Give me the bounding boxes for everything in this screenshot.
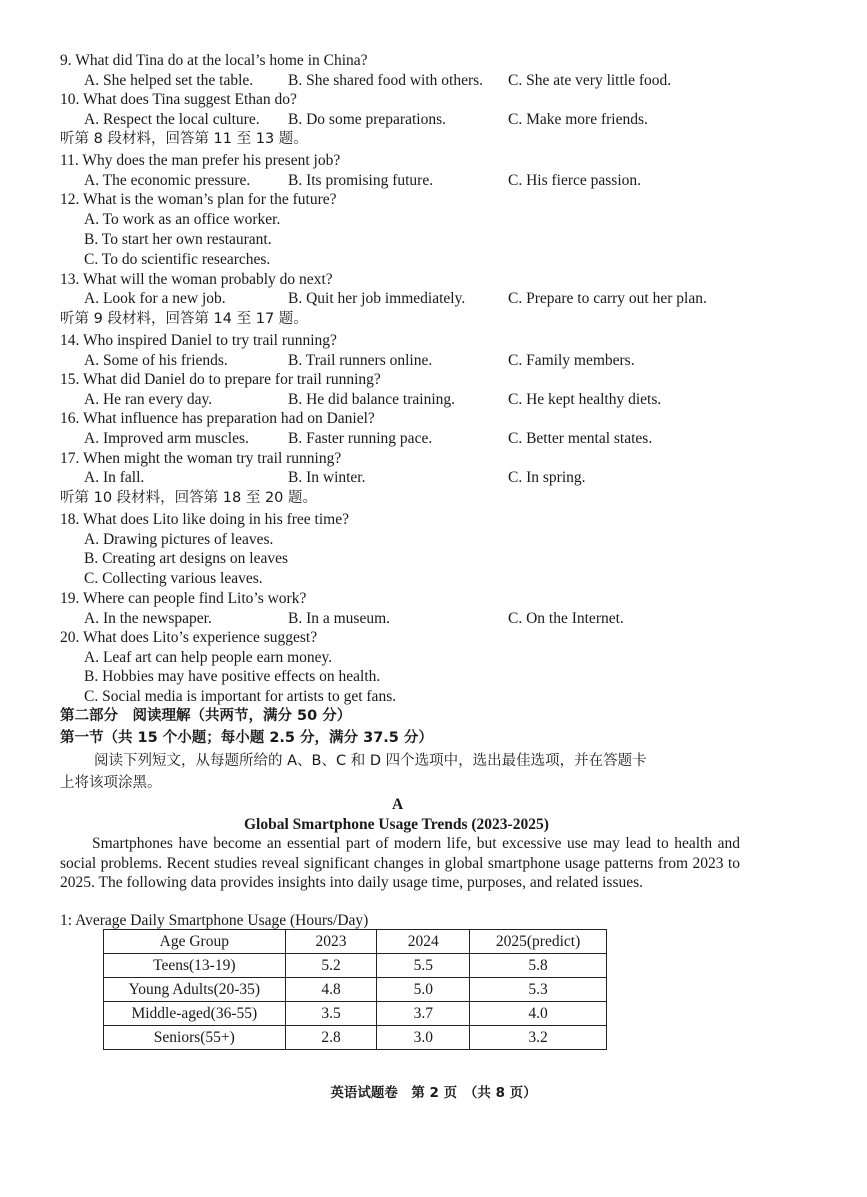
header-2025: 2025(predict)	[470, 930, 607, 954]
q11-option-c: C. His fierce passion.	[508, 172, 642, 189]
page-footer: 英语试题卷 第 2 页 （共 8 页）	[330, 1085, 537, 1101]
table-cell: 3.5	[285, 1002, 377, 1026]
header-2024: 2024	[377, 930, 470, 954]
table-header-row	[104, 930, 607, 954]
table-row	[104, 1026, 607, 1050]
section1-title: 第一节（共 15 个小题；每小题 2.5 分，满分 37.5 分）	[60, 730, 433, 746]
q16-option-c: C. Better mental states.	[508, 430, 653, 447]
table-cell: 5.8	[470, 954, 607, 978]
q16-option-a: A. Improved arm muscles.	[84, 430, 249, 447]
table-cell: 5.3	[470, 978, 607, 1002]
passage-intro	[60, 834, 740, 893]
question-19: 19. Where can people find Lito’s work?	[60, 590, 307, 607]
table-row	[104, 978, 607, 1002]
q18-option-a: A. Drawing pictures of leaves.	[84, 531, 274, 548]
q18-option-b: B. Creating art designs on leaves	[84, 550, 289, 567]
q15-option-a: A. He ran every day.	[84, 391, 213, 408]
table-caption: 1: Average Daily Smartphone Usage (Hours/Day)	[60, 912, 369, 929]
q15-option-b: B. He did balance training.	[288, 391, 456, 408]
q9-option-b: B. She shared food with others.	[288, 72, 484, 89]
q13-option-b: B. Quit her job immediately.	[288, 290, 466, 307]
q13-option-a: A. Look for a new job.	[84, 290, 226, 307]
table-cell: 4.0	[470, 1002, 607, 1026]
q9-option-a: A. She helped set the table.	[84, 72, 254, 89]
table-cell: 3.0	[377, 1026, 470, 1050]
instruction-line2: 上将该项涂黑。	[60, 775, 162, 791]
table-cell: 4.8	[285, 978, 377, 1002]
table-cell: 5.0	[377, 978, 470, 1002]
question-9: 9. What did Tina do at the local’s home in China?	[60, 52, 368, 69]
table-cell: 2.8	[285, 1026, 377, 1050]
direction-8: 听第 8 段材料，回答第 11 至 13 题。	[60, 131, 308, 147]
q10-option-b: B. Do some preparations.	[288, 111, 446, 128]
direction-10: 听第 10 段材料，回答第 18 至 20 题。	[60, 490, 318, 506]
q11-option-a: A. The economic pressure.	[84, 172, 251, 189]
instruction-line1: 阅读下列短文，从每题所给的 A、B、C 和 D 四个选项中，选出最佳选项，并在答题卡	[94, 753, 647, 769]
q14-option-a: A. Some of his friends.	[84, 352, 228, 369]
q17-option-b: B. In winter.	[288, 469, 366, 486]
q14-option-c: C. Family members.	[508, 352, 635, 369]
question-15: 15. What did Daniel do to prepare for trail running?	[60, 371, 381, 388]
q11-option-b: B. Its promising future.	[288, 172, 434, 189]
table-cell: Middle-aged(36-55)	[104, 1002, 286, 1026]
table-cell: 5.2	[285, 954, 377, 978]
table-cell: 5.5	[377, 954, 470, 978]
table-cell: 3.2	[470, 1026, 607, 1050]
q17-option-a: A. In fall.	[84, 469, 145, 486]
question-14: 14. Who inspired Daniel to try trail running?	[60, 332, 337, 349]
q13-option-c: C. Prepare to carry out her plan.	[508, 290, 707, 307]
passage-letter: A	[392, 796, 404, 813]
table-cell: 3.7	[377, 1002, 470, 1026]
direction-9: 听第 9 段材料，回答第 14 至 17 题。	[60, 311, 308, 327]
q19-option-c: C. On the Internet.	[508, 610, 624, 627]
table-cell: Seniors(55+)	[104, 1026, 286, 1050]
question-18: 18. What does Lito like doing in his free time?	[60, 511, 349, 528]
table-cell: Teens(13-19)	[104, 954, 286, 978]
q12-option-c: C. To do scientific researches.	[84, 251, 271, 268]
part2-title: 第二部分 阅读理解（共两节，满分 50 分）	[60, 708, 352, 724]
q12-option-a: A. To work as an office worker.	[84, 211, 281, 228]
q14-option-b: B. Trail runners online.	[288, 352, 433, 369]
q17-option-c: C. In spring.	[508, 469, 586, 486]
q15-option-c: C. He kept healthy diets.	[508, 391, 662, 408]
question-10: 10. What does Tina suggest Ethan do?	[60, 91, 297, 108]
usage-table	[103, 929, 607, 1050]
q18-option-c: C. Collecting various leaves.	[84, 570, 263, 587]
q10-option-a: A. Respect the local culture.	[84, 111, 260, 128]
q10-option-c: C. Make more friends.	[508, 111, 648, 128]
question-13: 13. What will the woman probably do next?	[60, 271, 333, 288]
q19-option-a: A. In the newspaper.	[84, 610, 212, 627]
table-row	[104, 954, 607, 978]
question-20: 20. What does Lito’s experience suggest?	[60, 629, 318, 646]
q16-option-b: B. Faster running pace.	[288, 430, 433, 447]
q12-option-b: B. To start her own restaurant.	[84, 231, 272, 248]
q20-option-b: B. Hobbies may have positive effects on health.	[84, 668, 381, 685]
question-16: 16. What influence has preparation had on Daniel?	[60, 410, 375, 427]
q20-option-a: A. Leaf art can help people earn money.	[84, 649, 333, 666]
q19-option-b: B. In a museum.	[288, 610, 391, 627]
question-12: 12. What is the woman’s plan for the future?	[60, 191, 337, 208]
table-row	[104, 1002, 607, 1026]
passage-title: Global Smartphone Usage Trends (2023-2025)	[244, 816, 549, 833]
question-11: 11. Why does the man prefer his present job?	[60, 152, 341, 169]
header-2023: 2023	[285, 930, 377, 954]
table-cell: Young Adults(20-35)	[104, 978, 286, 1002]
header-age-group: Age Group	[104, 930, 286, 954]
q9-option-c: C. She ate very little food.	[508, 72, 672, 89]
passage-intro-text: Smartphones have become an essential part of modern life, but excessive use may lead to health and social problems. Recent studies reveal significant changes in global smartphone usage patterns from 2023 to 2025. The following data provides insights into daily usage time, purposes, and related issues.	[60, 835, 740, 891]
q20-option-c: C. Social media is important for artists to get fans.	[84, 688, 397, 705]
question-17: 17. When might the woman try trail running?	[60, 450, 342, 467]
